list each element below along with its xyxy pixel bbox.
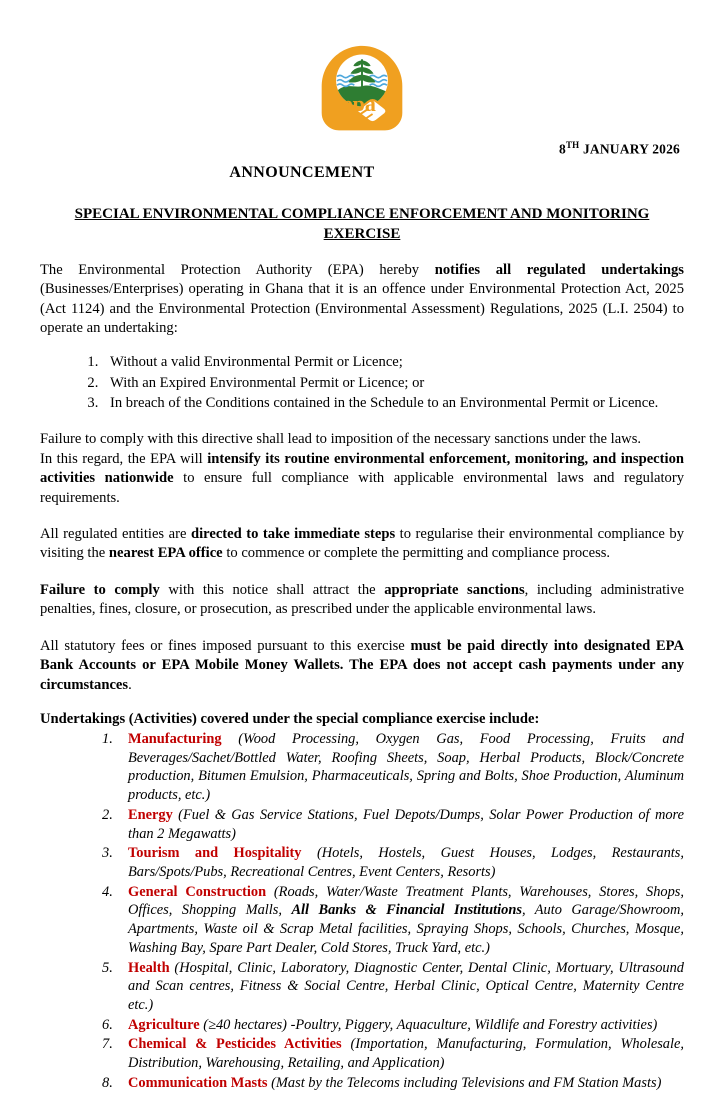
offences-list (40, 353, 684, 413)
intro-emphasis: notifies all regulated undertakings (434, 262, 684, 278)
announcement-heading: ANNOUNCEMENT (229, 163, 375, 181)
date-suffix: TH (565, 140, 580, 150)
list-item: 3. In breach of the Conditions contained in the Schedule to an Environmental Permit or Licence. (102, 394, 684, 413)
category-label: General Construction (128, 883, 267, 900)
sanctions-emphasis-1: Failure to comply (40, 581, 160, 598)
steps-emphasis-2: nearest EPA office (108, 545, 223, 562)
payment-emphasis: must be paid directly into designated EPA Bank Accounts or EPA Mobile Money Wallets. The EPA does not accept cash payments under any circumstances (40, 637, 684, 693)
list-item (102, 883, 684, 958)
category-label: Agriculture (128, 1016, 200, 1033)
category-detail: (Hotels, Hostels, Guest Houses, Lodges, Restaurants, Bars/Spots/Pubs, Recreational Centres, Event Centers, Resorts) (128, 845, 685, 880)
list-item (102, 806, 684, 843)
undertakings-list (40, 730, 684, 1093)
steps-emphasis-1: directed to take immediate steps (190, 526, 396, 543)
list-item: 1. Without a valid Environmental Permit or Licence; (102, 353, 684, 372)
document-date (40, 140, 684, 158)
category-label: Health (128, 959, 170, 976)
enforcement-part-2: to ensure full compliance with applicable environmental laws and regulatory requirements. (40, 470, 684, 506)
category-label: Manufacturing (128, 730, 222, 747)
category-label: Communication Masts (128, 1074, 268, 1091)
intro-part-1: The Environmental Protection Authority (EPA) hereby (40, 262, 435, 278)
category-detail-a: (Roads, Water/Waste Treatment Plants, Warehouses, Stores, Shops, Offices, Shopping Malls, (128, 883, 684, 919)
category-label: Chemical & Pesticides Activities (128, 1036, 342, 1053)
steps-part-1: All regulated entities are (40, 526, 191, 543)
list-item (102, 1074, 684, 1093)
list-item: 2. With an Expired Environmental Permit or Licence; or (102, 374, 684, 393)
category-detail-emphasis: All Banks & Financial Institutions (291, 902, 522, 919)
enforcement-line-1: Failure to comply with this directive shall lead to imposition of the necessary sanctions under the laws. (40, 431, 642, 448)
epa-logo-icon (314, 42, 410, 138)
category-detail: (Fuel & Gas Service Stations, Fuel Depots/Dumps, Solar Power Production of more than 2 Megawatts) (128, 806, 684, 842)
category-detail: (Wood Processing, Oxygen Gas, Food Processing, Fruits and Beverages/Sachet/Bottled Water, Roofing Sheets, Soap, Herbal Products, Block/Concrete production, Bitumen Emulsion, Pharmaceuticals, Spring and Bolts, Shoe Production, Aluminum products, etc.) (128, 730, 684, 804)
category-label: Energy (128, 806, 173, 823)
date-day: 8 (559, 141, 566, 157)
payment-part-2: . (128, 676, 132, 693)
enforcement-part-1: In this regard, the EPA will (40, 450, 208, 467)
sanctions-part-2: , including administrative penalties, fines, closure, or prosecution, as prescribed under the applicable environmental laws. (40, 581, 685, 618)
enforcement-emphasis: intensify its routine environmental enforcement, monitoring, and inspection activities nationwide (40, 450, 684, 487)
category-detail: (Mast by the Telecoms including Televisions and FM Station Masts) (267, 1074, 662, 1091)
list-item (102, 730, 684, 805)
payment-paragraph (40, 637, 684, 695)
category-detail: (Importation, Manufacturing, Formulation, Wholesale, Distribution, Warehousing, Retailing, and Application) (128, 1036, 684, 1072)
logo-container (40, 0, 684, 138)
enforcement-paragraph (40, 430, 684, 508)
epa-wordmark: epa (342, 91, 376, 117)
date-rest: JANUARY 2026 (579, 141, 680, 157)
immediate-steps-paragraph (40, 525, 684, 564)
category-detail: (Hospital, Clinic, Laboratory, Diagnostic Center, Dental Clinic, Mortuary, Ultrasound and Scan centres, Fitness & Social Centre, Herbal Clinic, Optical Centre, Maternity Centre etc.) (128, 959, 684, 1013)
category-label: Tourism and Hospitality (128, 845, 302, 862)
sanctions-emphasis-2: appropriate sanctions (384, 581, 525, 598)
steps-part-3: to commence or complete the permitting and compliance process. (222, 545, 611, 562)
intro-paragraph (40, 261, 684, 339)
sanctions-part-1: with this notice shall attract the (159, 581, 385, 598)
epa-logo (314, 42, 410, 138)
undertakings-heading: Undertakings (Activities) covered under the special compliance exercise include: (40, 710, 540, 727)
list-item (102, 844, 684, 881)
sanctions-paragraph (40, 581, 684, 620)
category-detail: (≥40 hectares) -Poultry, Piggery, Aquaculture, Wildlife and Forestry activities) (199, 1016, 658, 1033)
page-title: SPECIAL ENVIRONMENTAL COMPLIANCE ENFORCEMENT AND MONITORING EXERCISE (74, 205, 650, 242)
list-item (102, 959, 684, 1015)
steps-part-2: to regularise their environmental compliance by visiting the (40, 526, 684, 562)
payment-part-1: All statutory fees or fines imposed pursuant to this exercise (40, 637, 411, 654)
list-item (102, 1035, 684, 1072)
intro-part-2: (Businesses/Enterprises) operating in Ghana that it is an offence under Environmental Protection Act, 2025 (Act 1124) and the Environmental Protection (Environmental Assessment) Regulations, 2025 (L.I. 2504) to operate an undertaking: (40, 281, 684, 337)
category-detail-b: , Auto Garage/Showroom, Apartments, Waste oil & Scrap Metal facilities, Spraying Shops, Schools, Churches, Mosque, Washing Bay, Spare Part Dealer, Cold Stores, Truck Yard, etc.) (128, 902, 684, 956)
list-item (102, 1016, 684, 1035)
